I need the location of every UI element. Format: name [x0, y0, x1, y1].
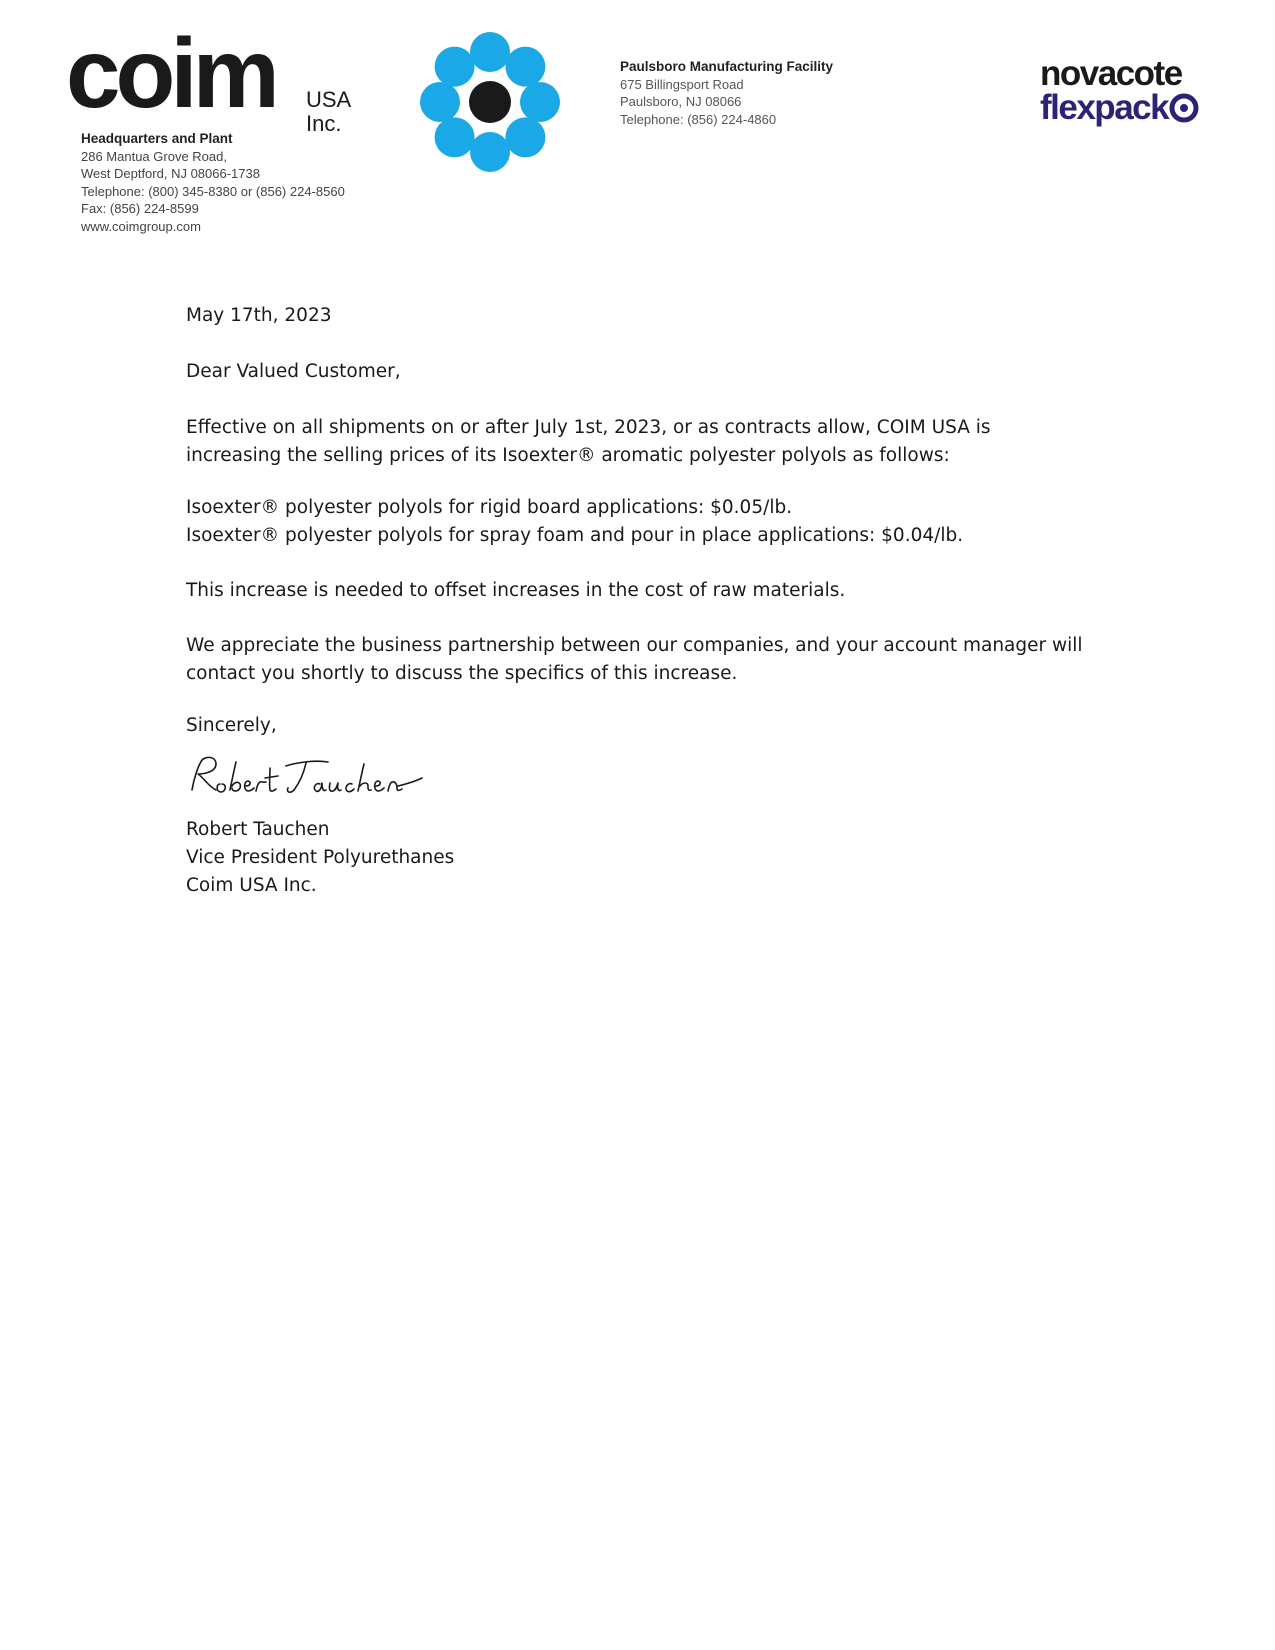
letter-appreciation	[186, 632, 1126, 688]
coim-suffix: USA Inc.	[306, 87, 351, 136]
paulsboro-address	[620, 58, 880, 128]
price-line-spray-foam: Isoexter® polyester polyols for spray foam and pour in place applications: $0.04/lb.	[186, 525, 964, 546]
novacote-flexpack-logo	[1040, 56, 1240, 136]
paulsboro-line: Telephone: (856) 224-4860	[620, 111, 777, 127]
letter-reason: This increase is needed to offset increases in the cost of raw materials.	[186, 580, 846, 601]
flower-petal	[470, 132, 510, 172]
coim-flower-logo-icon	[418, 30, 562, 174]
flower-petal	[470, 32, 510, 72]
flexpack-target-icon	[1169, 93, 1199, 123]
letter-salutation: Dear Valued Customer,	[186, 361, 401, 382]
flexpack-row	[1040, 90, 1199, 126]
letter-date: May 17th, 2023	[186, 305, 332, 326]
headquarters-address	[81, 130, 401, 235]
flower-petal	[505, 47, 545, 87]
flower-petal	[435, 47, 475, 87]
flower-center	[469, 81, 511, 123]
letter-appreciation-line: We appreciate the business partnership between our companies, and your account manager will	[186, 635, 1083, 656]
signer-company: Coim USA Inc.	[186, 875, 317, 896]
price-line-rigid-board: Isoexter® polyester polyols for rigid board applications: $0.05/lb.	[186, 497, 793, 518]
coim-logo	[66, 18, 386, 136]
flower-petal	[505, 117, 545, 157]
letter-intro	[186, 414, 1126, 470]
letter-intro-line: increasing the selling prices of its Isoexter® aromatic polyester polyols as follows:	[186, 445, 950, 466]
paulsboro-line: 675 Billingsport Road	[620, 76, 744, 92]
signer-block	[186, 816, 1126, 900]
letter-price-list	[186, 494, 1126, 550]
headquarters-line: West Deptford, NJ 08066-1738	[81, 166, 260, 181]
flower-petal	[435, 117, 475, 157]
flower-petal	[520, 82, 560, 122]
flower-petal	[420, 82, 460, 122]
letter-intro-line: Effective on all shipments on or after July 1st, 2023, or as contracts allow, COIM USA is	[186, 417, 991, 438]
headquarters-line: Fax: (856) 224-8599	[81, 201, 199, 216]
headquarters-line: 286 Mantua Grove Road,	[81, 148, 227, 164]
letter-body	[186, 302, 1126, 900]
signer-title: Vice President Polyurethanes	[186, 847, 455, 868]
letter-closing: Sincerely,	[186, 715, 277, 736]
signer-name: Robert Tauchen	[186, 819, 330, 840]
handwritten-signature	[186, 748, 426, 804]
headquarters-website: www.coimgroup.com	[81, 218, 201, 234]
novacote-wordmark: novacote	[1040, 54, 1182, 93]
flexpack-wordmark: flexpack	[1040, 88, 1169, 127]
coim-wordmark: coim	[66, 18, 275, 128]
headquarters-title: Headquarters and Plant	[81, 131, 233, 146]
headquarters-line: Telephone: (800) 345-8380 or (856) 224-8560	[81, 183, 345, 199]
paulsboro-title: Paulsboro Manufacturing Facility	[620, 59, 834, 74]
letter-appreciation-line: contact you shortly to discuss the specifics of this increase.	[186, 663, 738, 684]
paulsboro-line: Paulsboro, NJ 08066	[620, 94, 742, 109]
